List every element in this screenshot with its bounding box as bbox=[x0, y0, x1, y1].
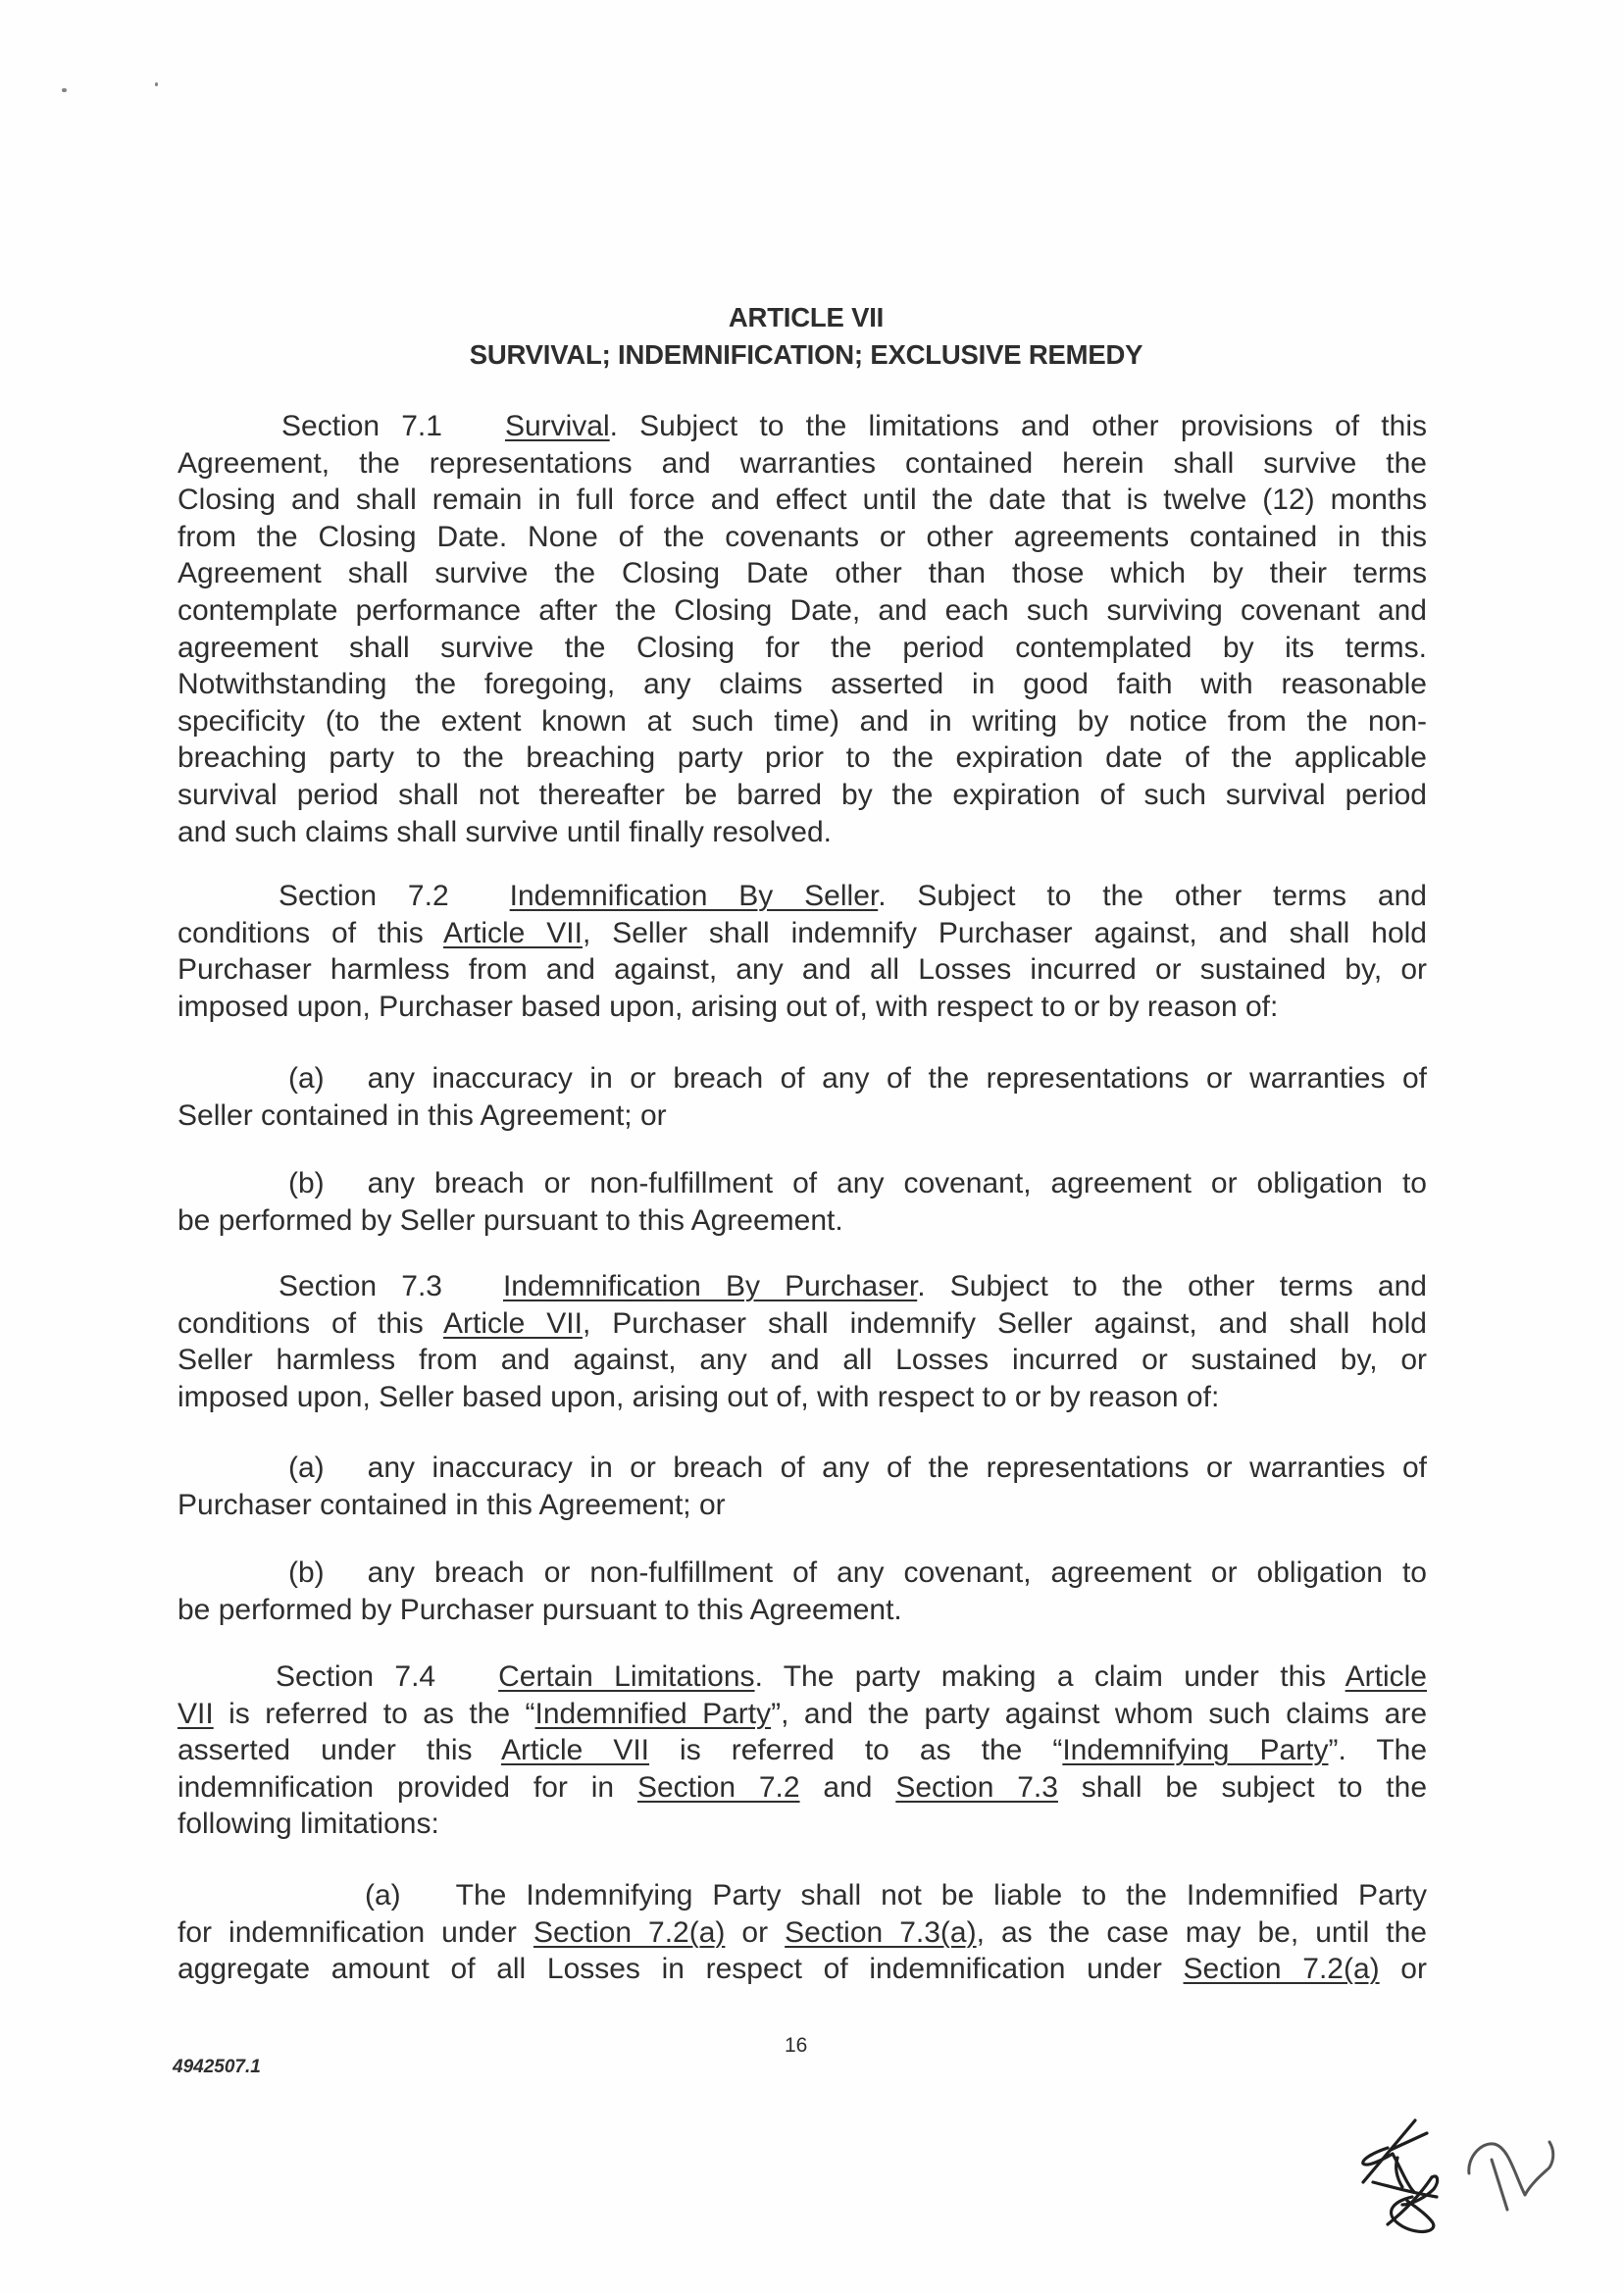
section-number: Section 7.1 bbox=[281, 410, 442, 442]
text-line: Agreement, the representations and warranties contained herein shall survive the bbox=[178, 446, 1427, 480]
text-line: for indemnification under Section 7.2(a) or Section 7.3(a), as the case may be, until the bbox=[178, 1915, 1427, 1949]
subclause-line-1: (a) The Indemnifying Party shall not be liable to the Indemnified Party bbox=[365, 1879, 1427, 1912]
section-7-4 bbox=[178, 1658, 1427, 1843]
cross-reference-link[interactable]: Article VII bbox=[500, 1734, 650, 1767]
text-line: from the Closing Date. None of the covenants or other agreements contained in this bbox=[178, 520, 1427, 553]
section-7-3 bbox=[178, 1268, 1427, 1415]
text-line: Seller contained in this Agreement; or bbox=[178, 1098, 667, 1132]
cross-reference-link[interactable]: Section 7.3(a) bbox=[785, 1915, 977, 1949]
text-line: Purchaser harmless from and against, any and all Losses incurred or sustained by, or bbox=[178, 953, 1427, 987]
text-line: Agreement shall survive the Closing Date other than those which by their terms bbox=[178, 557, 1427, 590]
section-7-2-line-1: Section 7.2 Indemnification By Seller. Subject to the other terms and bbox=[279, 880, 1427, 912]
subclause-line-1: (a) any inaccuracy in or breach of any of the representations or warranties of bbox=[288, 1062, 1427, 1095]
scan-speck bbox=[62, 88, 67, 92]
cross-reference-link[interactable]: Article VII bbox=[443, 916, 583, 949]
text-line: survival period shall not thereafter be barred by the expiration of such survival period bbox=[178, 778, 1427, 811]
handwritten-initials-icon bbox=[1353, 2099, 1589, 2236]
text-line: following limitations: bbox=[178, 1808, 439, 1841]
section-7-2 bbox=[178, 878, 1427, 1025]
subclause-label: (b) bbox=[288, 1556, 325, 1589]
section-caption: Certain Limitations bbox=[498, 1660, 755, 1693]
subclause-label: (a) bbox=[288, 1062, 325, 1095]
cross-reference-link[interactable]: Section 7.2 bbox=[636, 1770, 800, 1804]
section-7-1-line-1: Section 7.1 Survival. Subject to the limitations and other provisions of this bbox=[281, 410, 1427, 442]
subclause-label: (b) bbox=[288, 1167, 325, 1199]
text-line: Purchaser contained in this Agreement; or bbox=[178, 1488, 726, 1521]
text-line: breaching party to the breaching party prior to the expiration date of the applicable bbox=[178, 741, 1427, 775]
article-number: ARTICLE VII bbox=[728, 302, 885, 332]
subclause-label: (a) bbox=[365, 1879, 401, 1912]
section-caption: Indemnification By Seller bbox=[509, 880, 879, 912]
section-7-2-a bbox=[178, 1060, 1427, 1134]
subclause-label: (a) bbox=[288, 1452, 325, 1484]
defined-term: Indemnified Party bbox=[534, 1697, 772, 1730]
section-7-4-line-1: Section 7.4 Certain Limitations. The party making a claim under this Article bbox=[276, 1660, 1427, 1693]
cross-reference-link[interactable]: Section 7.2(a) bbox=[1183, 1953, 1380, 1986]
section-7-3-a bbox=[178, 1450, 1427, 1523]
subclause-line-1: (b) any breach or non-fulfillment of any covenant, agreement or obligation to bbox=[288, 1167, 1427, 1199]
text-line: imposed upon, Purchaser based upon, arising out of, with respect to or by reason of: bbox=[178, 990, 1279, 1023]
cross-reference-link[interactable]: Article VII bbox=[443, 1306, 583, 1340]
text-line: and such claims shall survive until finally resolved. bbox=[178, 815, 832, 848]
section-number: Section 7.3 bbox=[279, 1270, 442, 1302]
text-line: be performed by Seller pursuant to this Agreement. bbox=[178, 1203, 843, 1237]
text-line: specificity (to the extent known at such time) and in writing by notice from the non- bbox=[178, 704, 1427, 738]
scan-speck bbox=[155, 82, 158, 86]
document-id: 4942507.1 bbox=[173, 2057, 261, 2077]
text-line: conditions of this Article VII, Seller shall indemnify Purchaser against, and shall hold bbox=[178, 916, 1427, 949]
cross-reference-link[interactable]: Section 7.2(a) bbox=[533, 1915, 726, 1949]
text-line: Notwithstanding the foregoing, any claims asserted in good faith with reasonable bbox=[178, 668, 1427, 701]
section-number: Section 7.2 bbox=[279, 880, 449, 912]
text-line: asserted under this Article VII is referred to as the “Indemnifying Party”. The bbox=[178, 1734, 1428, 1767]
text-line: indemnification provided for in Section 7.2 and Section 7.3 shall be subject to the bbox=[178, 1770, 1428, 1804]
text-line: imposed upon, Seller based upon, arising out of, with respect to or by reason of: bbox=[178, 1380, 1220, 1413]
text-line: contemplate performance after the Closing Date, and each such surviving covenant and bbox=[178, 593, 1427, 627]
section-caption: Survival bbox=[504, 410, 610, 442]
text-line: conditions of this Article VII, Purchaser shall indemnify Seller against, and shall hold bbox=[178, 1306, 1427, 1340]
subclause-line-1: (b) any breach or non-fulfillment of any covenant, agreement or obligation to bbox=[288, 1556, 1427, 1589]
text-line: VII is referred to as the “Indemnified Party”, and the party against whom such claims are bbox=[178, 1697, 1428, 1730]
text-line: be performed by Purchaser pursuant to this Agreement. bbox=[178, 1593, 902, 1626]
text-line: Closing and shall remain in full force and effect until the date that is twelve (12) months bbox=[178, 484, 1427, 517]
cross-reference-link[interactable]: VII bbox=[178, 1697, 214, 1730]
section-7-4-a bbox=[178, 1877, 1427, 1988]
section-7-3-line-1: Section 7.3 Indemnification By Purchaser. Subject to the other terms and bbox=[279, 1270, 1427, 1302]
text-line: agreement shall survive the Closing for the period contemplated by its terms. bbox=[178, 631, 1427, 664]
section-7-2-b bbox=[178, 1165, 1427, 1239]
article-title: SURVIVAL; INDEMNIFICATION; EXCLUSIVE REMEDY bbox=[469, 339, 1143, 370]
page-number: 16 bbox=[785, 2034, 808, 2057]
cross-reference-link[interactable]: Section 7.3 bbox=[895, 1770, 1058, 1804]
section-7-3-b bbox=[178, 1555, 1427, 1628]
cross-reference-link[interactable]: Article bbox=[1345, 1660, 1427, 1693]
section-caption: Indemnification By Purchaser bbox=[502, 1270, 918, 1302]
text-line: aggregate amount of all Losses in respect of indemnification under Section 7.2(a) or bbox=[178, 1953, 1427, 1986]
subclause-line-1: (a) any inaccuracy in or breach of any of the representations or warranties of bbox=[288, 1452, 1427, 1484]
section-number: Section 7.4 bbox=[276, 1660, 436, 1693]
section-7-1 bbox=[178, 408, 1427, 850]
text-line: Seller harmless from and against, any and all Losses incurred or sustained by, or bbox=[178, 1344, 1427, 1377]
defined-term: Indemnifying Party bbox=[1062, 1734, 1329, 1767]
